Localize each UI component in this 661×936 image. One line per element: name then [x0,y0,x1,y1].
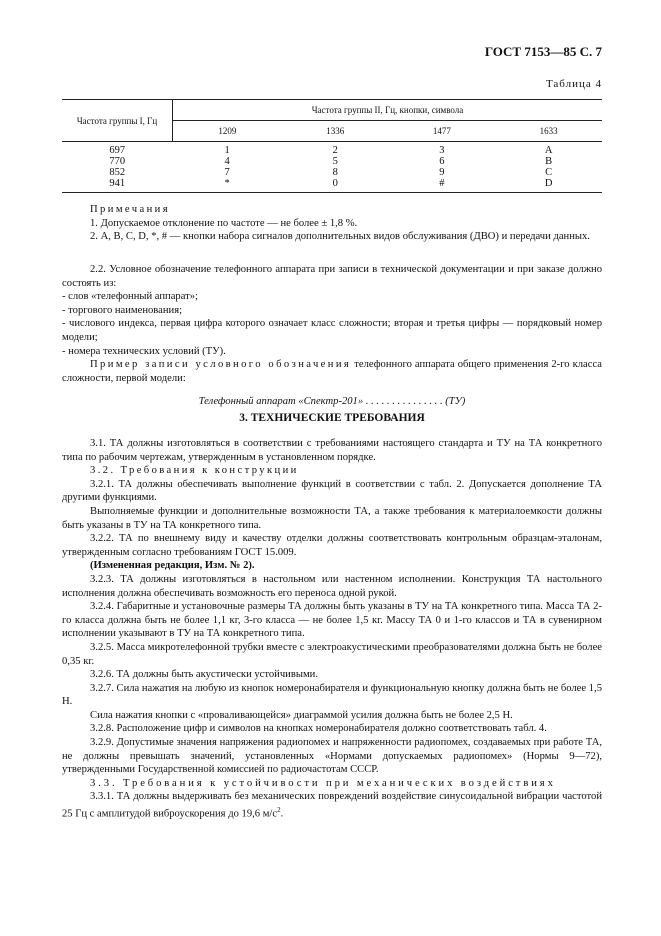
list-item: - номера технических условий (ТУ). [62,345,226,357]
table-cell: 8 [332,167,338,178]
table-cell: * [224,178,230,189]
freq-col-header: 1477 [389,121,496,142]
paragraph-2-2: 2.2. Условное обозначение телефонного аппарата при записи в технической документации и при заказе должно состоять из: [62,264,602,289]
table-cell: 6 [439,156,445,167]
table-cell: 0 [332,178,338,189]
section-3-title: 3. ТЕХНИЧЕСКИЕ ТРЕБОВАНИЯ [239,412,425,424]
table-cell: 7 [224,167,230,178]
paragraph-3-2-4: 3.2.4. Габаритные и установочные размеры ТА должны быть указаны в ТУ на ТА конкретного типа. Масса ТА 2-го класса должна быть не более 1,1 кг, 3-го класса — не более 1,5 кг. Массу ТА 0 и 1-го классов и ТА в сувенирном исполнении указывают в ТУ на ТА конкретного типа. [62,601,602,640]
row-frequency: 852 [109,167,126,178]
example-designation: Телефонный аппарат «Спектр-201» . . . . . . . . . . . . . . . (ТУ) [198,396,466,408]
paragraph-3-2-9: 3.2.9. Допустимые значения напряжения радиопомех и напряженности радиопомех, создаваемых при работе ТА, не должны превышать значений, установленных «Нормами допускаемых радиопомех» (Нормы 9—72), утвержденными Государственной комиссией по радиочастотам СССР. [62,737,602,776]
row-frequency: 941 [109,178,126,189]
table-cell: 5 [332,156,338,167]
table-cell: 1 [224,145,230,156]
superscript: 2 [277,806,281,815]
row-frequency: 697 [109,145,126,156]
paragraph-3-2-1: 3.2.1. ТА должны обеспечивать выполнение функций в соответствии с табл. 2. Допускается дополнение ТА другими функциями. [62,478,602,504]
table-cell: C [545,167,553,178]
example-lead: Пример записи условного обозначения [90,359,352,371]
notes-block [62,203,602,244]
note-1: 1. Допускаемое отклонение по частоте — не более ± 1,8 %. [90,217,358,229]
table-cell: 2 [332,145,338,156]
example-paragraph [62,358,602,385]
table-cell: B [545,156,553,167]
table-4 [62,99,602,193]
freq-col-header: 1336 [282,121,389,142]
paragraph-3-2-7b: Сила нажатия кнопки с «проваливающейся» диаграммой усилия должна быть не более 2,5 Н. [90,709,513,721]
list-item: - числового индекса, первая цифра которого означает класс сложности; вторая и третья цифры — порядковый номер модели; [62,318,602,343]
example-rest: телефонного аппарата общего применения 2-го класса сложности, первой модели: [62,359,602,384]
freq-col-header: 1209 [173,121,282,142]
section-2-2 [62,263,602,409]
table-caption: Таблица 4 [545,78,602,90]
paragraph-3-2-1b: Выполняемые функции и дополнительные возможности ТА, а также требования к материалоемкости должны быть указаны в ТУ на ТА конкретного типа. [62,505,602,531]
table-cell: D [544,178,553,189]
list-item: - слов «телефонный аппарат»; [62,291,198,303]
edit-note: (Измененная редакция, Изм. № 2). [90,560,255,572]
table-cell: 4 [224,156,230,167]
section-3-body [62,437,602,821]
notes-title: Примечания [90,204,170,215]
paragraph-3-1: 3.1. ТА должны изготовляться в соответствии с требованиями настоящего стандарта и ТУ на ТА конкретного типа по рабочим чертежам, утвержденным в установленном порядке. [62,438,602,463]
period: . [280,808,284,820]
paragraph-3-2-7: 3.2.7. Сила нажатия на любую из кнопок номеронабирателя и функциональную кнопку должна быть не более 1,5 Н. [62,682,602,708]
row-frequency: 770 [109,156,126,167]
paragraph-3-2-8: 3.2.8. Расположение цифр и символов на кнопках номеронабирателя должно соответствовать табл. 4. [90,723,547,735]
table-cell: 3 [439,145,445,156]
paragraph-3-3: 3.3. Требования к устойчивости при механических воздействиях [90,777,556,789]
table-cell: # [439,178,445,189]
note-2: 2. А, В, С, D, *, # — кнопки набора сигналов дополнительных видов обслуживания (ДВО) и передачи данных. [90,231,590,243]
paragraph-3-2-3: 3.2.3. ТА должны изготовляться в настольном или настенном исполнении. Конструкция ТА настольного исполнения должна обеспечивать возможность его переноса одной рукой. [62,573,602,599]
paragraph-3-3-1-text: 3.3.1. ТА должны выдерживать без механических повреждений воздействие синусоидальной вибрации частотой 25 Гц с амплитудой виброускорения до 19,6 м/с [62,791,602,820]
freq-col-header: 1633 [495,121,602,142]
paragraph-3-2-6: 3.2.6. ТА должны быть акустически устойчивыми. [90,669,318,681]
paragraph-3-2-5: 3.2.5. Масса микротелефонной трубки вместе с электроакустическими преобразователями должна быть не более 0,35 кг. [62,641,602,667]
col-header-group2: Частота группы II, Гц, кнопки, символа [173,100,603,121]
table-row [62,178,602,189]
col-header-group1: Частота группы I, Гц [62,100,173,142]
table-row [62,156,602,167]
paragraph-3-2: 3.2. Требования к конструкции [90,465,299,477]
table-cell: A [544,145,553,156]
paragraph-3-2-2: 3.2.2. ТА по внешнему виду и качеству отделки должны соответствовать контрольным образцам-эталонам, утвержденным согласно требованиям ГОСТ 15.009. [62,533,602,558]
table-row [62,167,602,178]
table-row [62,145,602,156]
paragraph-3-3-1 [62,790,602,821]
table-cell: 9 [439,167,445,178]
list-item: - торгового наименования; [62,304,183,316]
page-header: ГОСТ 7153—85 С. 7 [484,44,602,59]
